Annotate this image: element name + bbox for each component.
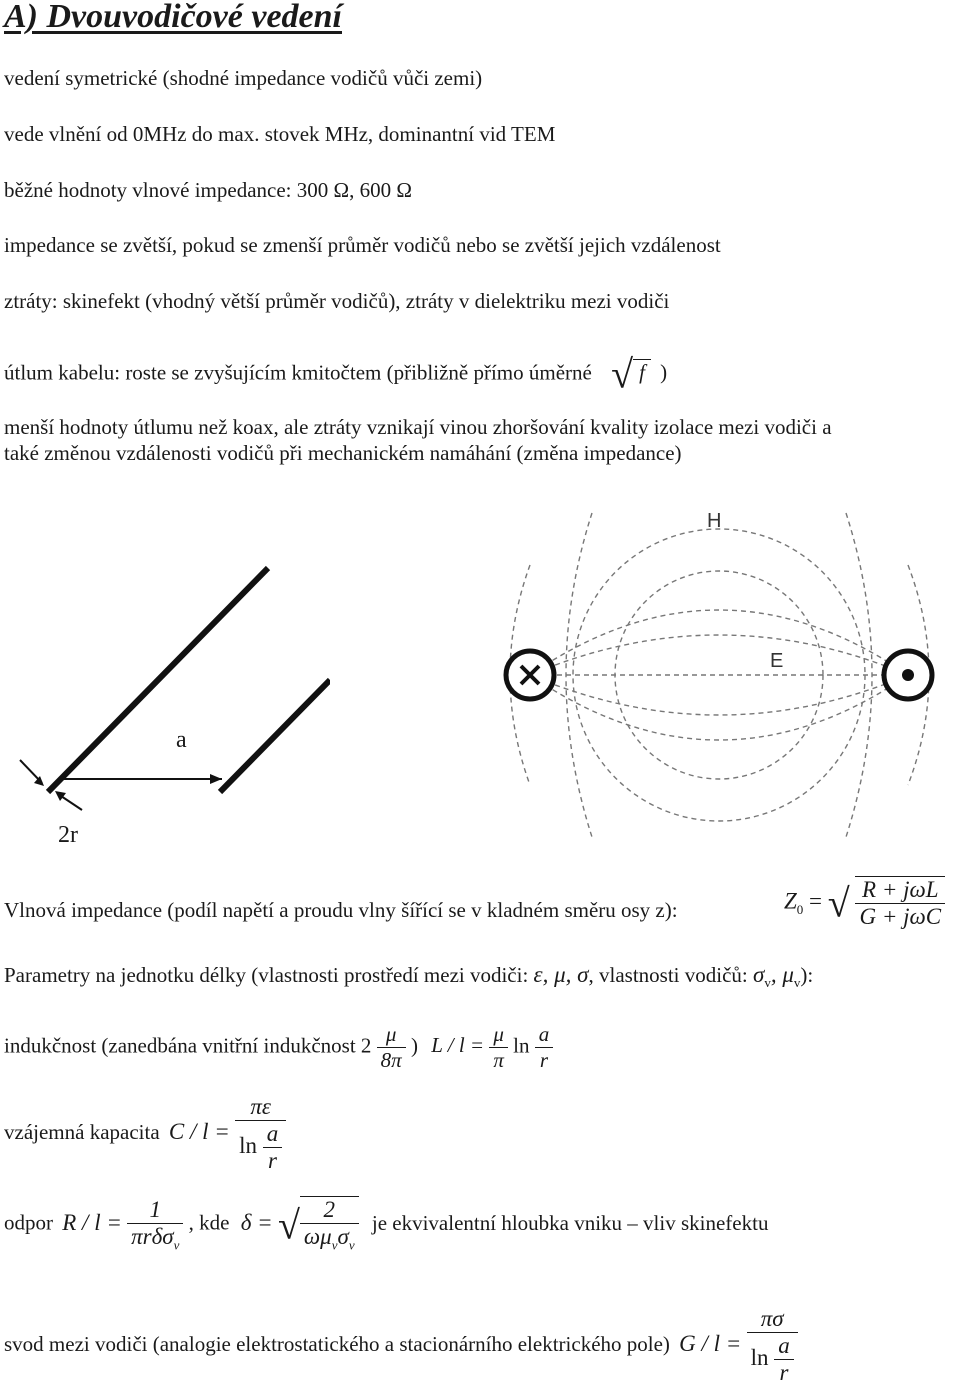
frac-num: μ	[489, 1022, 508, 1048]
frac-den	[235, 1121, 286, 1174]
label-h: H	[707, 510, 722, 532]
params-text: Parametry na jednotku délky (vlastnosti prostředí mezi vodiči:	[4, 963, 529, 987]
a-over-r	[774, 1333, 794, 1386]
field-lines-figure	[500, 505, 960, 845]
frac-num: a	[774, 1333, 794, 1360]
res-den-sub: v	[173, 1237, 180, 1253]
text-comparison-line2: také změnou vzdálenosti vodičů při mechanickém namáhání (změna impedance)	[4, 441, 682, 465]
text-comparison-line1: menší hodnoty útlumu než koax, ale ztráty vznikají vinou zhoršování kvality izolace mezi vodiči a	[4, 415, 832, 439]
delta-fraction	[300, 1196, 359, 1254]
sqrt-f-arg: f	[633, 359, 651, 384]
frac-den: r	[539, 1048, 549, 1072]
ln-label: ln	[513, 1033, 530, 1058]
resistance-fraction	[127, 1197, 183, 1254]
capacitance-line	[4, 1094, 286, 1174]
conductance-line	[4, 1306, 798, 1386]
e-field-line	[530, 635, 908, 675]
frac-num: 2	[300, 1197, 359, 1224]
attenuation-text: útlum kabelu: roste se zvyšujícím kmitočtem (přibližně přímo úměrné	[4, 360, 592, 385]
frac-den: π	[493, 1048, 504, 1072]
delta-den2-sub: v	[348, 1237, 355, 1253]
a-over-r	[263, 1121, 283, 1174]
conductance-lhs: G / l =	[679, 1330, 742, 1356]
params-line	[4, 962, 813, 991]
attenuation-close: )	[660, 360, 668, 385]
capacitance-text: vzájemná kapacita	[4, 1119, 160, 1144]
frac-den: 8π	[380, 1048, 402, 1072]
inductance-mu-pi	[489, 1022, 508, 1073]
params-cond2-sub: v	[793, 975, 801, 991]
z0-equals: =	[809, 888, 828, 914]
z0-numerator: R + jωL	[855, 877, 945, 904]
inductance-lhs: L / l =	[431, 1033, 485, 1058]
text-frequency: vede vlnění od 0MHz do max. stovek MHz, dominantní vid TEM	[4, 122, 556, 146]
params-cond-sub: v	[764, 975, 771, 991]
params-end: ):	[800, 963, 814, 987]
text-attenuation	[4, 351, 667, 398]
delta-lhs: δ =	[240, 1209, 273, 1235]
conductance-fraction	[747, 1306, 798, 1386]
z0-description: Vlnová impedance (podíl napětí a proudu vlny šířící se v kladném směru osy z):	[4, 898, 678, 922]
frac-num: a	[535, 1022, 554, 1048]
sqrt-f: √ f	[611, 360, 651, 384]
label-e: E	[770, 650, 784, 672]
params-cond: σ	[753, 962, 765, 987]
frac-num: a	[263, 1121, 283, 1148]
params-mid: , vlastnosti vodičů:	[588, 963, 748, 987]
params-cond2: , μ	[770, 962, 794, 987]
dot-icon	[902, 669, 914, 681]
frac-num: πε	[235, 1094, 286, 1121]
frac-den: r	[779, 1360, 789, 1385]
params-media: ε, μ, σ	[533, 962, 589, 987]
ln-label: ln	[239, 1132, 257, 1158]
capacitance-fraction	[235, 1094, 286, 1174]
label-a: a	[176, 727, 187, 753]
z0-denominator: G + jωC	[859, 904, 942, 929]
inductance-a-r	[535, 1022, 554, 1073]
frac-den	[747, 1333, 798, 1386]
wire-left	[48, 568, 268, 792]
z0-lhs: Z	[784, 888, 797, 914]
z0-sub: 0	[796, 901, 804, 917]
delta-den-a: ωμ	[303, 1224, 332, 1249]
frac-num: μ	[377, 1022, 406, 1048]
resistance-line	[4, 1196, 768, 1254]
delta-den-sub: v	[331, 1237, 338, 1253]
radius-arrowhead-bottom	[55, 791, 66, 801]
frac-num: πσ	[747, 1306, 798, 1333]
e-field-line	[530, 675, 908, 715]
capacitance-lhs: C / l =	[168, 1118, 230, 1144]
text-impedance-change: impedance se zvětší, pokud se zmenší průměr vodičů nebo se zvětší jejich vzdálenost	[4, 233, 721, 257]
delta-den-b: σ	[337, 1224, 349, 1249]
z0-formula	[784, 876, 945, 930]
resistance-lhs: R / l =	[62, 1209, 122, 1235]
inductance-internal-fraction	[377, 1022, 406, 1073]
text-impedance-values: běžné hodnoty vlnové impedance: 300 Ω, 600 Ω	[4, 178, 412, 202]
page-title: A) Dvouvodičové vedení	[4, 0, 342, 35]
e-field-line	[530, 610, 908, 675]
ln-label: ln	[750, 1344, 769, 1370]
inductance-line	[4, 1022, 553, 1073]
dimension-a-arrowhead	[210, 774, 222, 784]
label-2r: 2r	[58, 822, 78, 848]
text-losses: ztráty: skinefekt (vhodný větší průměr vodičů), ztráty v dielektriku mezi vodiči	[4, 289, 670, 313]
frac-den: r	[267, 1148, 277, 1173]
resistance-text: odpor	[4, 1210, 53, 1235]
inductance-text: indukčnost (zanedbána vnitřní indukčnost 2	[4, 1033, 372, 1058]
delta-description: je ekvivalentní hloubka vniku – vliv skinefektu	[371, 1210, 769, 1235]
wire-right	[220, 680, 330, 792]
sqrt-symbol: √	[827, 880, 850, 926]
parallel-wires-figure	[0, 540, 330, 870]
sqrt-symbol: √	[277, 1202, 300, 1248]
res-den-text: πrδσ	[131, 1223, 174, 1249]
resistance-kde: , kde	[188, 1210, 230, 1235]
inductance-close: )	[410, 1033, 418, 1058]
e-field-line	[530, 675, 908, 740]
frac-num: 1	[127, 1197, 183, 1224]
frac-den	[127, 1224, 183, 1254]
z0-fraction	[855, 876, 945, 930]
frac-den	[300, 1224, 359, 1254]
conductance-text: svod mezi vodiči (analogie elektrostatického a stacionárního elektrického pole)	[4, 1331, 670, 1356]
text-symmetric: vedení symetrické (shodné impedance vodičů vůči zemi)	[4, 66, 483, 90]
